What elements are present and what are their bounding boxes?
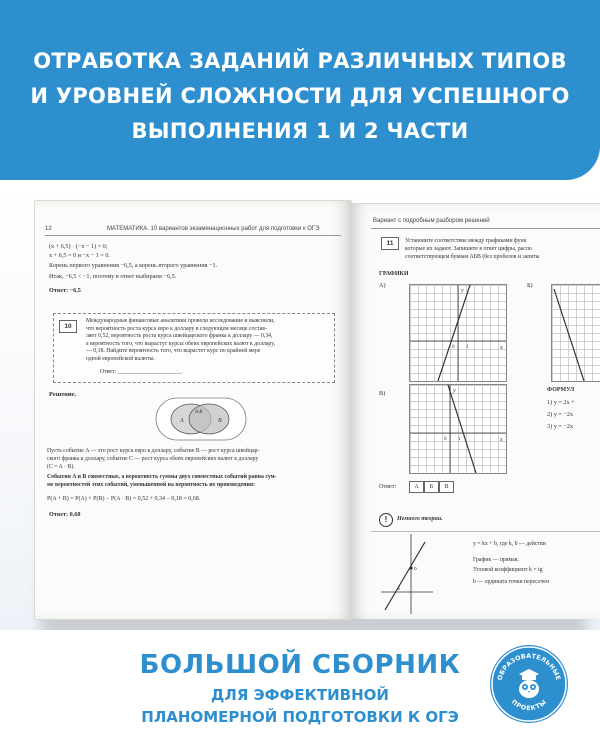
graph-a-x-label: x [500, 345, 503, 351]
eq-line-1: (x + 6,5) · (−x − 1) = 0; [49, 243, 108, 250]
task-11-line-1: Установите соответствие между графиками функ [405, 238, 527, 244]
graph-v-y-label: y [453, 388, 456, 394]
task-10-line-4: а вероятность того, что вырастут курсы обеих европейских валют к доллару, [86, 340, 276, 347]
left-page-number: 12 [45, 226, 52, 232]
graph-v-origin: 0 [444, 437, 447, 442]
venn-label-b: B [218, 418, 222, 424]
logo-text-bottom: ПРОЕКТЫ [509, 698, 549, 713]
graph-a [409, 284, 507, 382]
task-11-number: 11 [381, 237, 399, 250]
task-10-line-1: Международные финансовые аналитики провели исследование и выяснили, [86, 318, 275, 324]
venn-diagram [155, 397, 247, 441]
eq-line-2: x + 6,5 = 0 и −x − 1 = 0. [49, 252, 110, 259]
graph-v-unit: 1 [458, 437, 461, 442]
answer-2: Ответ: 0,68 [49, 511, 81, 518]
graph-b [551, 284, 600, 382]
publisher-logo [490, 645, 568, 723]
right-head-rule [371, 228, 600, 229]
eq-line-3: Корень первого уравнения −6,5, а корень второго уравнения −1. [49, 262, 218, 269]
eq-line-4: Итак, −6,5 < −1, поэтому в ответ выбираем −6,5. [49, 273, 177, 280]
graphs-label: ГРАФИКИ [379, 271, 409, 277]
theory-line [385, 542, 425, 610]
publisher-logo-graphic [490, 645, 568, 723]
logo-owl-icon [519, 669, 539, 698]
left-head-rule [45, 235, 341, 236]
answer-cell-v[interactable]: В [439, 481, 454, 493]
formula-1: 1) y = 2x + [547, 399, 575, 406]
venn-label-ab: A·B [195, 410, 203, 415]
formula-2: 2) y = −2x [547, 411, 574, 418]
theory-line-1: y = kx + b, где k, b — действи [473, 541, 546, 547]
theory-intercept-point [409, 566, 412, 569]
left-running-head: МАТЕМАТИКА. 10 вариантов экзаменационных работ для подготовки к ОГЭ [107, 226, 320, 232]
graph-v-x-label: x [500, 437, 503, 443]
task-11-line-3: соответствующем буквам АБВ (без пробелов и запяты [405, 254, 540, 260]
banner-line-3: ВЫПОЛНЕНИЯ 1 И 2 ЧАСТИ [131, 119, 469, 143]
graph-v [409, 384, 507, 474]
solution-line-5: ме вероятностей этих событий, уменьшенной на вероятность их произведения: [47, 482, 255, 488]
task-11-answer-label: Ответ: [379, 483, 397, 490]
task-10-line-5: — 0,18. Найдите вероятность того, что вырастет курс по крайней мере [86, 348, 261, 355]
answer-cell-b[interactable]: Б [424, 481, 439, 493]
right-running-head: Вариант с подробным разбором решений [373, 218, 490, 224]
logo-text-top: ОБРАЗОВАТЕЛЬНЫЕ [496, 652, 562, 682]
graph-a-origin: 0 [452, 345, 455, 350]
book-left-page [34, 200, 352, 620]
graph-a-line [438, 285, 470, 381]
bottom-title: БОЛЬШОЙ СБОРНИК [139, 650, 461, 680]
answer-cell-a[interactable]: А [409, 481, 424, 493]
graph-v-line [448, 385, 476, 473]
task-10-number: 10 [59, 320, 77, 333]
formulas-label: ФОРМУЛ [547, 387, 575, 393]
graph-a-label: А) [379, 282, 386, 289]
graph-a-unit: 1 [466, 345, 469, 350]
bottom-subtitle-1: ДЛЯ ЭФФЕКТИВНОЙ [211, 686, 389, 704]
banner-headline [0, 44, 600, 149]
banner-line-2: И УРОВНЕЙ СЛОЖНОСТИ ДЛЯ УСПЕШНОГО [30, 84, 570, 108]
task-10-line-6: одной европейской валюты. [86, 356, 155, 362]
task-11-line-2: которые их задают. Запишите в ответ цифры, распо [405, 246, 532, 252]
graph-v-plot [410, 385, 506, 473]
banner-line-1: ОТРАБОТКА ЗАДАНИЙ РАЗЛИЧНЫХ ТИПОВ [33, 49, 567, 73]
theory-line-4: b — ордината точки пересечен [473, 579, 549, 585]
task-10-answer-field: Ответ: ______________________. [100, 369, 183, 375]
formula-3: 3) y = −2x [547, 423, 574, 430]
theory-line-3: Угловой коэффициент k = tg [473, 567, 543, 573]
graph-a-y-label: y [461, 288, 464, 294]
graph-a-plot [410, 285, 506, 381]
graph-b-label: Б) [527, 282, 533, 289]
answer-1: Ответ: −6,5 [49, 287, 81, 294]
probability-formula: P(A + B) = P(A) + P(B) − P(A · B) = 0,52 + 0,34 − 0,18 = 0,68. [47, 496, 201, 502]
venn-set-b [189, 404, 229, 434]
solution-label: Решение. [49, 391, 77, 398]
info-icon: ! [379, 513, 393, 527]
solution-line-4: События A и B совместные, а вероятность суммы двух совместных событий равна сум- [47, 474, 277, 480]
graph-v-label: В) [379, 390, 386, 397]
solution-line-3: (C = A · B). [47, 464, 75, 470]
theory-rule [371, 531, 600, 532]
theory-line-2: График — прямая. [473, 557, 519, 563]
theory-alpha-label: α [397, 586, 400, 592]
graph-b-line [554, 289, 584, 381]
theory-graph [381, 534, 433, 614]
top-banner [0, 0, 600, 180]
solution-line-1: Пусть событие A — это рост курса евро к доллару, событие B — рост курса швейцар- [47, 448, 260, 454]
task-10-line-2: что вероятность роста курса евро к доллару в следующем месяце состав- [86, 325, 267, 332]
theory-label: Немного теории. [397, 516, 443, 522]
theory-b-label: b [414, 566, 417, 572]
graph-b-plot [552, 285, 600, 381]
task-10-line-3: ляет 0,52, вероятность роста курса швейцарского франка к доллару — 0,34, [86, 333, 273, 340]
solution-line-2: ского франка к доллару, событие C — рост курса обеих европейских валют к доллару [47, 456, 259, 462]
venn-label-a: A [180, 418, 184, 424]
book-right-page [351, 203, 600, 619]
task-10-box [53, 313, 335, 383]
bottom-subtitle-2: ПЛАНОМЕРНОЙ ПОДГОТОВКИ К ОГЭ [141, 708, 459, 726]
